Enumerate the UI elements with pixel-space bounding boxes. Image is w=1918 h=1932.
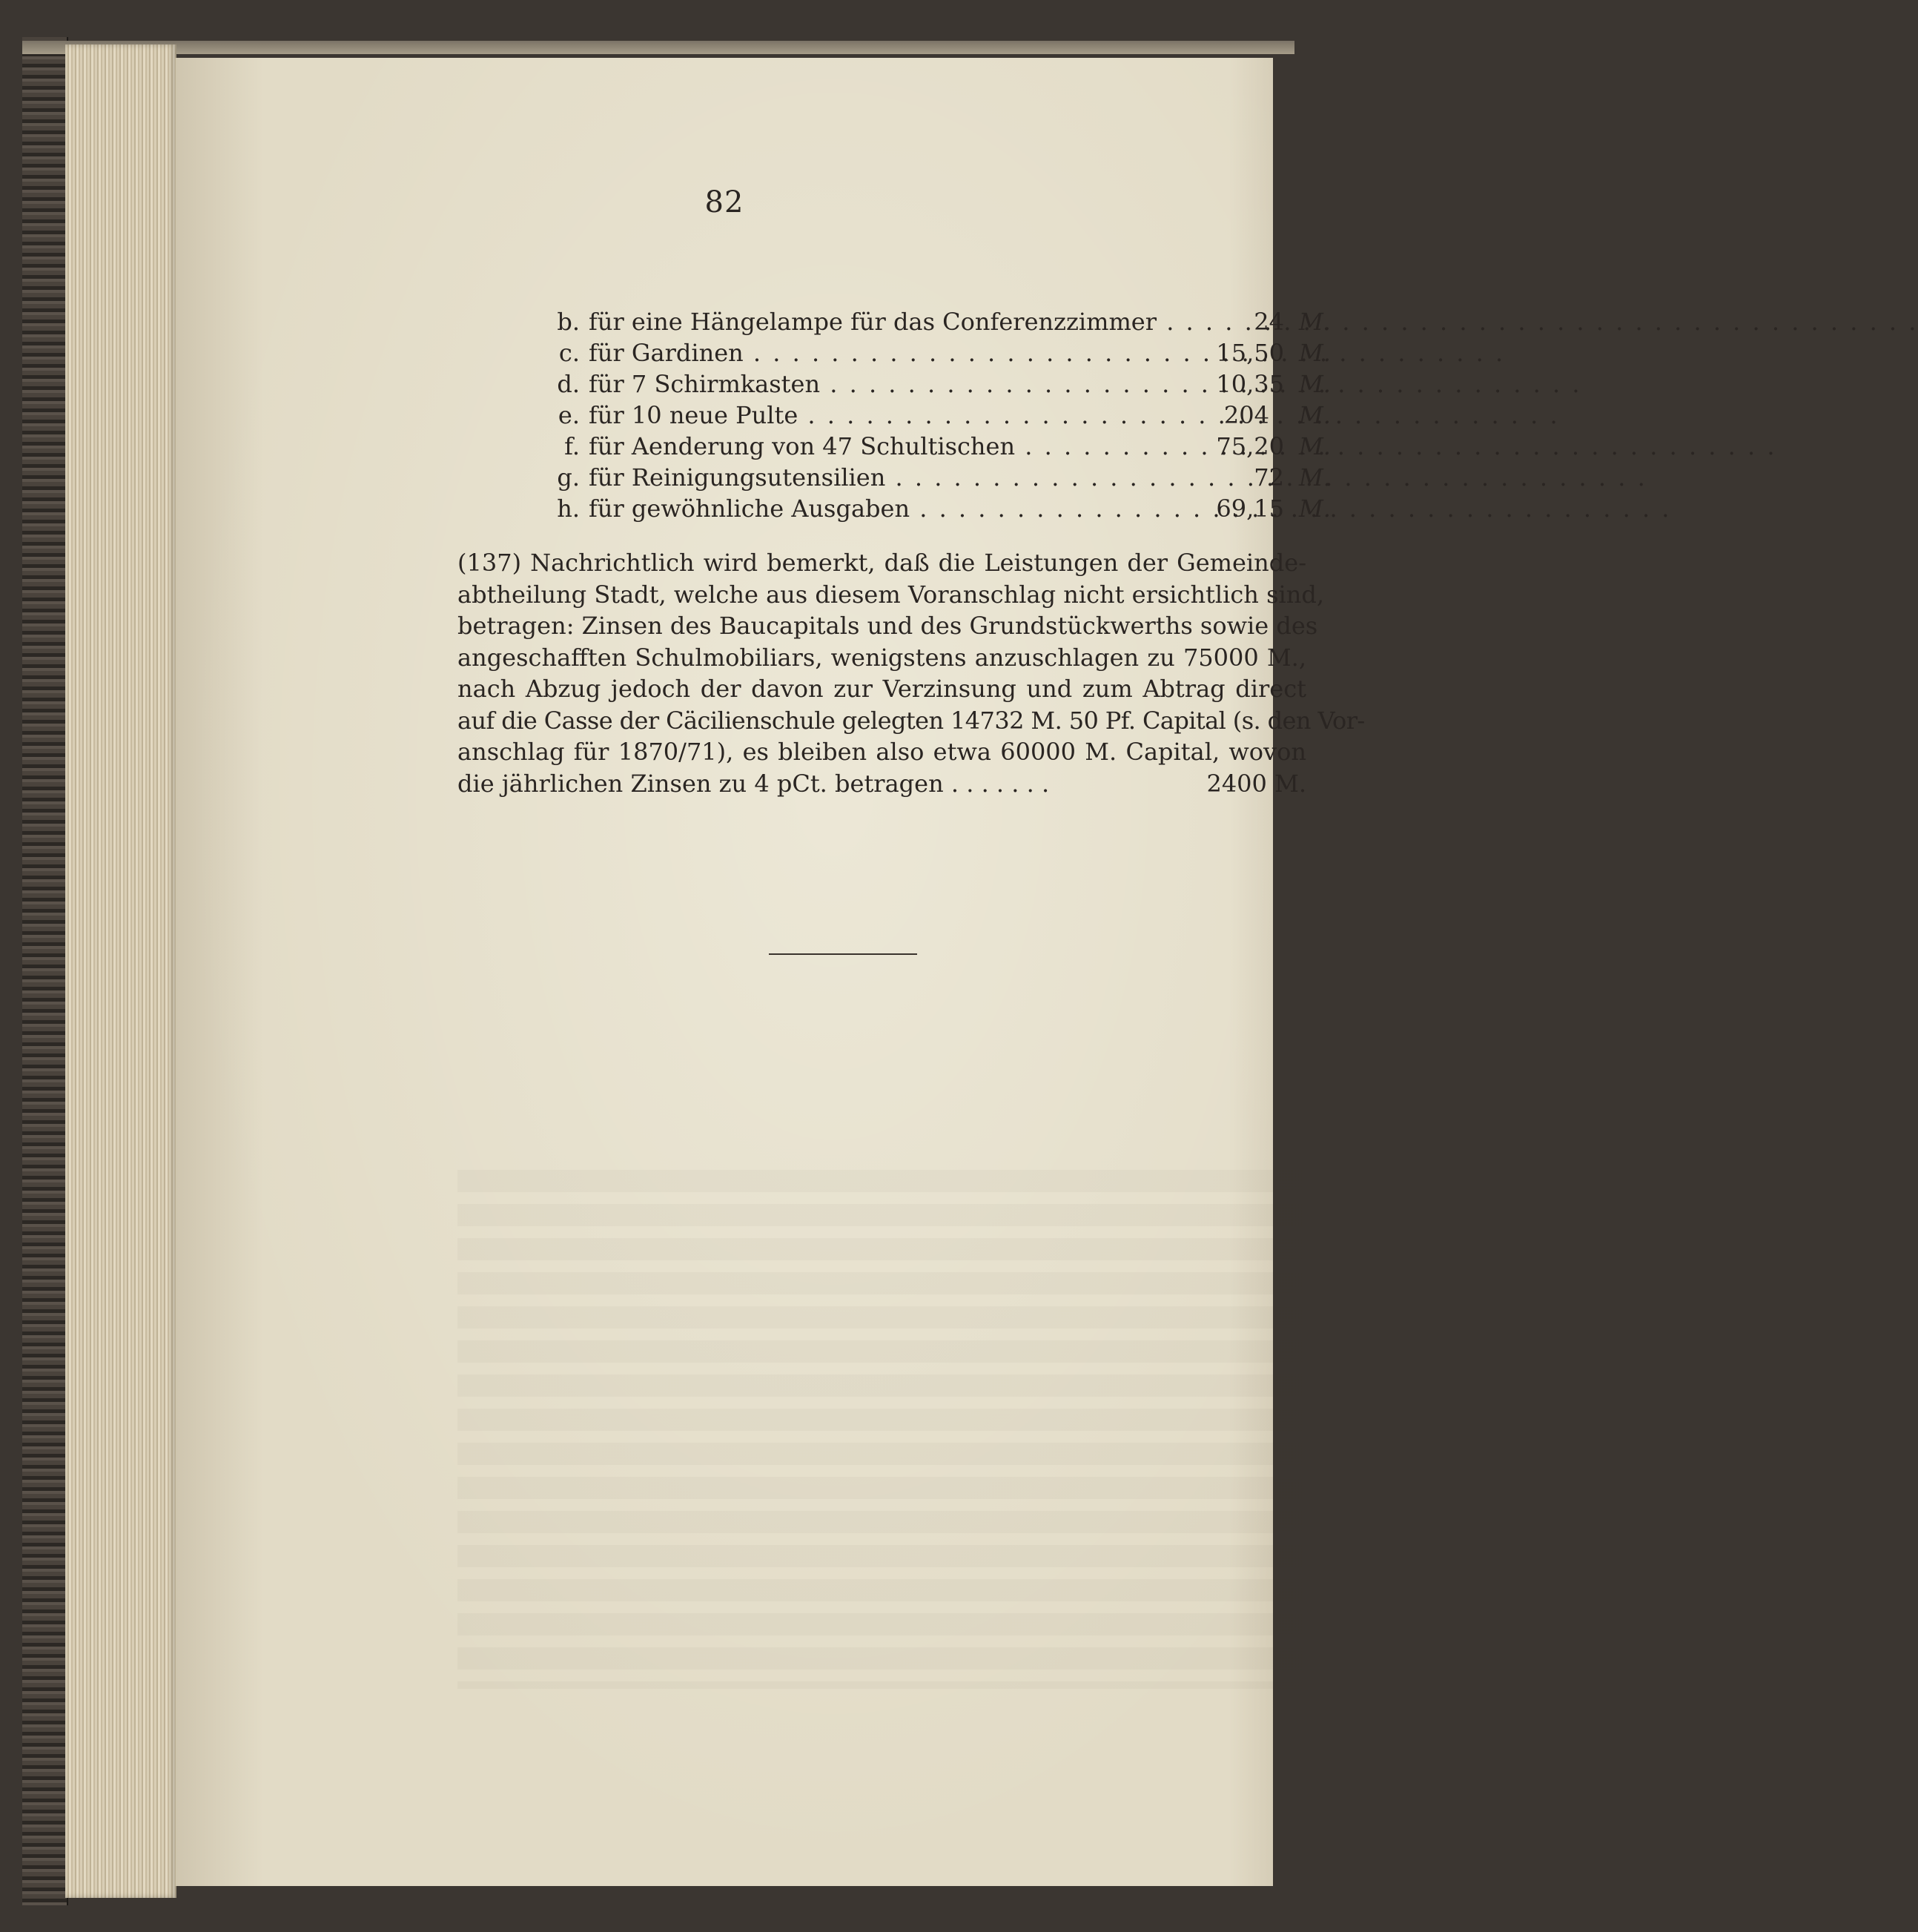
item-amount: 204: [1223, 401, 1269, 429]
item-letter: d.: [557, 370, 580, 398]
paragraph-line: (137) Nachrichtlich wird bemerkt, daß die Leistungen der Gemeinde-: [457, 549, 1306, 577]
item-amount: 75,20: [1216, 432, 1284, 460]
paragraph-total-amount: 2400 M.: [1206, 769, 1306, 798]
item-unit: M.: [1299, 339, 1331, 367]
item-amount: 10,35: [1216, 370, 1284, 398]
paragraph-line: angeschafften Schulmobiliars, wenigstens anzuschlagen zu 75000 M.,: [457, 643, 1306, 672]
paragraph-line: abtheilung Stadt, welche aus diesem Voranschlag nicht ersichtlich sind,: [457, 580, 1324, 609]
section-divider: [769, 953, 917, 955]
paragraph-line: nach Abzug jedoch der davon zur Verzinsung und zum Abtrag direct: [457, 675, 1306, 703]
item-unit: M.: [1299, 463, 1331, 492]
item-amount: 15,50: [1216, 339, 1284, 367]
list-item: [550, 306, 1331, 337]
expense-list: [550, 306, 1331, 524]
list-item: [550, 493, 1331, 524]
item-unit: M.: [1299, 401, 1331, 429]
list-item: [550, 400, 1331, 431]
paragraph-line: anschlag für 1870/71), es bleiben also etwa 60000 M. Capital, wovon: [457, 738, 1306, 766]
item-unit: M.: [1299, 432, 1331, 460]
item-letter: f.: [564, 432, 580, 460]
item-unit: M.: [1299, 308, 1331, 336]
item-amount: 72: [1254, 463, 1284, 492]
list-item: [550, 462, 1331, 493]
paragraph-line: betragen: Zinsen des Baucapitals und des Grundstückwerths sowie des: [457, 612, 1318, 640]
note-paragraph: [457, 547, 1365, 799]
paragraph-line: auf die Casse der Cäcilienschule gelegten 14732 M. 50 Pf. Capital (s. den Vor-: [457, 706, 1365, 735]
item-unit: M.: [1299, 370, 1331, 398]
list-item: [550, 368, 1331, 400]
list-item: [550, 337, 1331, 368]
item-letter: g.: [557, 463, 580, 492]
item-letter: h.: [557, 494, 580, 523]
paragraph-last-line: [457, 768, 1306, 800]
item-letter: c.: [558, 339, 580, 367]
list-item: [550, 431, 1331, 462]
page-edges: [65, 44, 176, 1898]
item-description: für eine Hängelampe für das Conferenzzimmer . . .: [589, 306, 1071, 337]
item-letter: e.: [558, 401, 580, 429]
item-description: für 10 neue Pulte . . .: [589, 400, 1182, 431]
item-amount: 69,15: [1216, 494, 1284, 523]
item-letter: b.: [557, 308, 580, 336]
page-number: 82: [704, 185, 744, 219]
book-page: [175, 58, 1365, 1886]
item-description: für gewöhnliche Ausgaben . . .: [589, 493, 1174, 524]
paragraph-last-text: die jährlichen Zinsen zu 4 pCt. betragen . . . . . . .: [457, 769, 1050, 798]
show-through-shading: [457, 1170, 1303, 1689]
item-description: für Aenderung von 47 Schultischen . . .: [589, 431, 1174, 462]
item-description: für Gardinen . . .: [589, 337, 1174, 368]
book-top-edge: [22, 41, 1294, 54]
item-description: für 7 Schirmkasten . . .: [589, 368, 1174, 400]
item-unit: M.: [1299, 494, 1331, 523]
item-amount: 24: [1254, 308, 1284, 336]
item-description: für Reinigungsutensilien . . .: [589, 462, 1174, 493]
book-binding: [22, 37, 68, 1905]
